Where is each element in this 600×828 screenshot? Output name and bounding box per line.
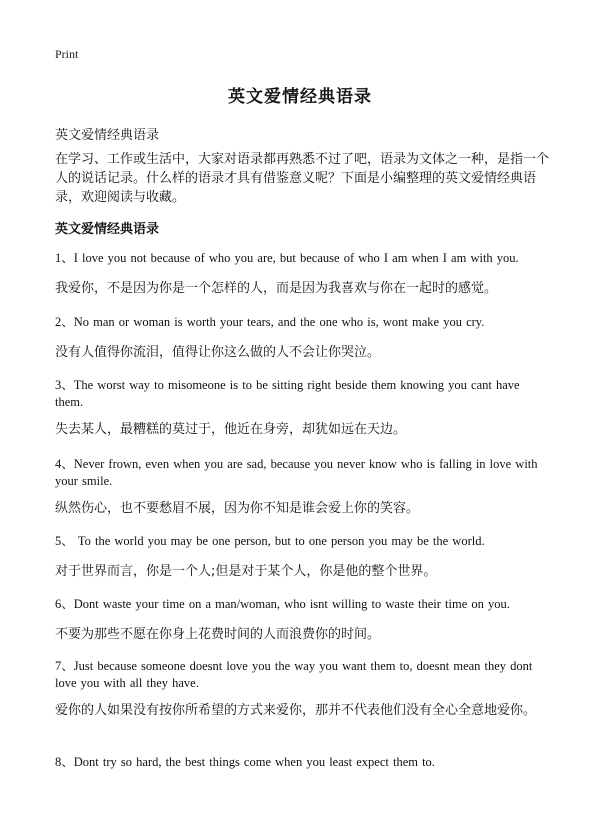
document-subtitle: 英文爱情经典语录 — [55, 128, 160, 143]
page-title: 英文爱情经典语录 — [228, 87, 372, 107]
quote-english: 1、I love you not because of who you are, but because of who I am when I am with you. — [55, 251, 519, 265]
quote-english: 2、No man or woman is worth your tears, and the one who is, wont make you cry. — [55, 315, 485, 329]
print-link[interactable]: Print — [55, 47, 79, 61]
intro-paragraph: 在学习、工作或生活中，大家对语录都再熟悉不过了吧，语录为文体之一种，是指一个人的说话记录。什么样的语录才具有借鉴意义呢？下面是小编整理的英文爱情经典语录，欢迎阅读与收藏。 — [55, 152, 550, 205]
quote-english: 3、The worst way to misomeone is to be sitting right beside them knowing you cant have them. — [55, 378, 520, 409]
quote-chinese: 纵然伤心，也不要愁眉不展，因为你不知是谁会爱上你的笑容。 — [55, 501, 420, 516]
quote-english: 8、Dont try so hard, the best things come when you least expect them to. — [55, 755, 435, 769]
quote-english: 7、Just because someone doesnt love you the way you want them to, doesnt mean they dont love you with all they have. — [55, 659, 533, 690]
quote-chinese: 对于世界而言，你是一个人;但是对于某个人，你是他的整个世界。 — [55, 564, 437, 579]
quote-chinese: 失去某人，最糟糕的莫过于，他近在身旁，却犹如远在天边。 — [55, 422, 407, 437]
section-heading: 英文爱情经典语录 — [55, 222, 160, 237]
quote-chinese: 不要为那些不愿在你身上花费时间的人而浪费你的时间。 — [55, 627, 381, 642]
quote-chinese: 我爱你，不是因为你是一个怎样的人，而是因为我喜欢与你在一起时的感觉。 — [55, 281, 498, 296]
quote-english: 4、Never frown, even when you are sad, because you never know who is falling in love with your smile. — [55, 457, 538, 488]
quote-chinese: 没有人值得你流泪，值得让你这么做的人不会让你哭泣。 — [55, 345, 381, 360]
quote-english: 5、 To the world you may be one person, but to one person you may be the world. — [55, 534, 485, 548]
quote-chinese: 爱你的人如果没有按你所希望的方式来爱你，那并不代表他们没有全心全意地爱你。 — [55, 703, 537, 718]
quote-english: 6、Dont waste your time on a man/woman, who isnt willing to waste their time on you. — [55, 597, 510, 611]
